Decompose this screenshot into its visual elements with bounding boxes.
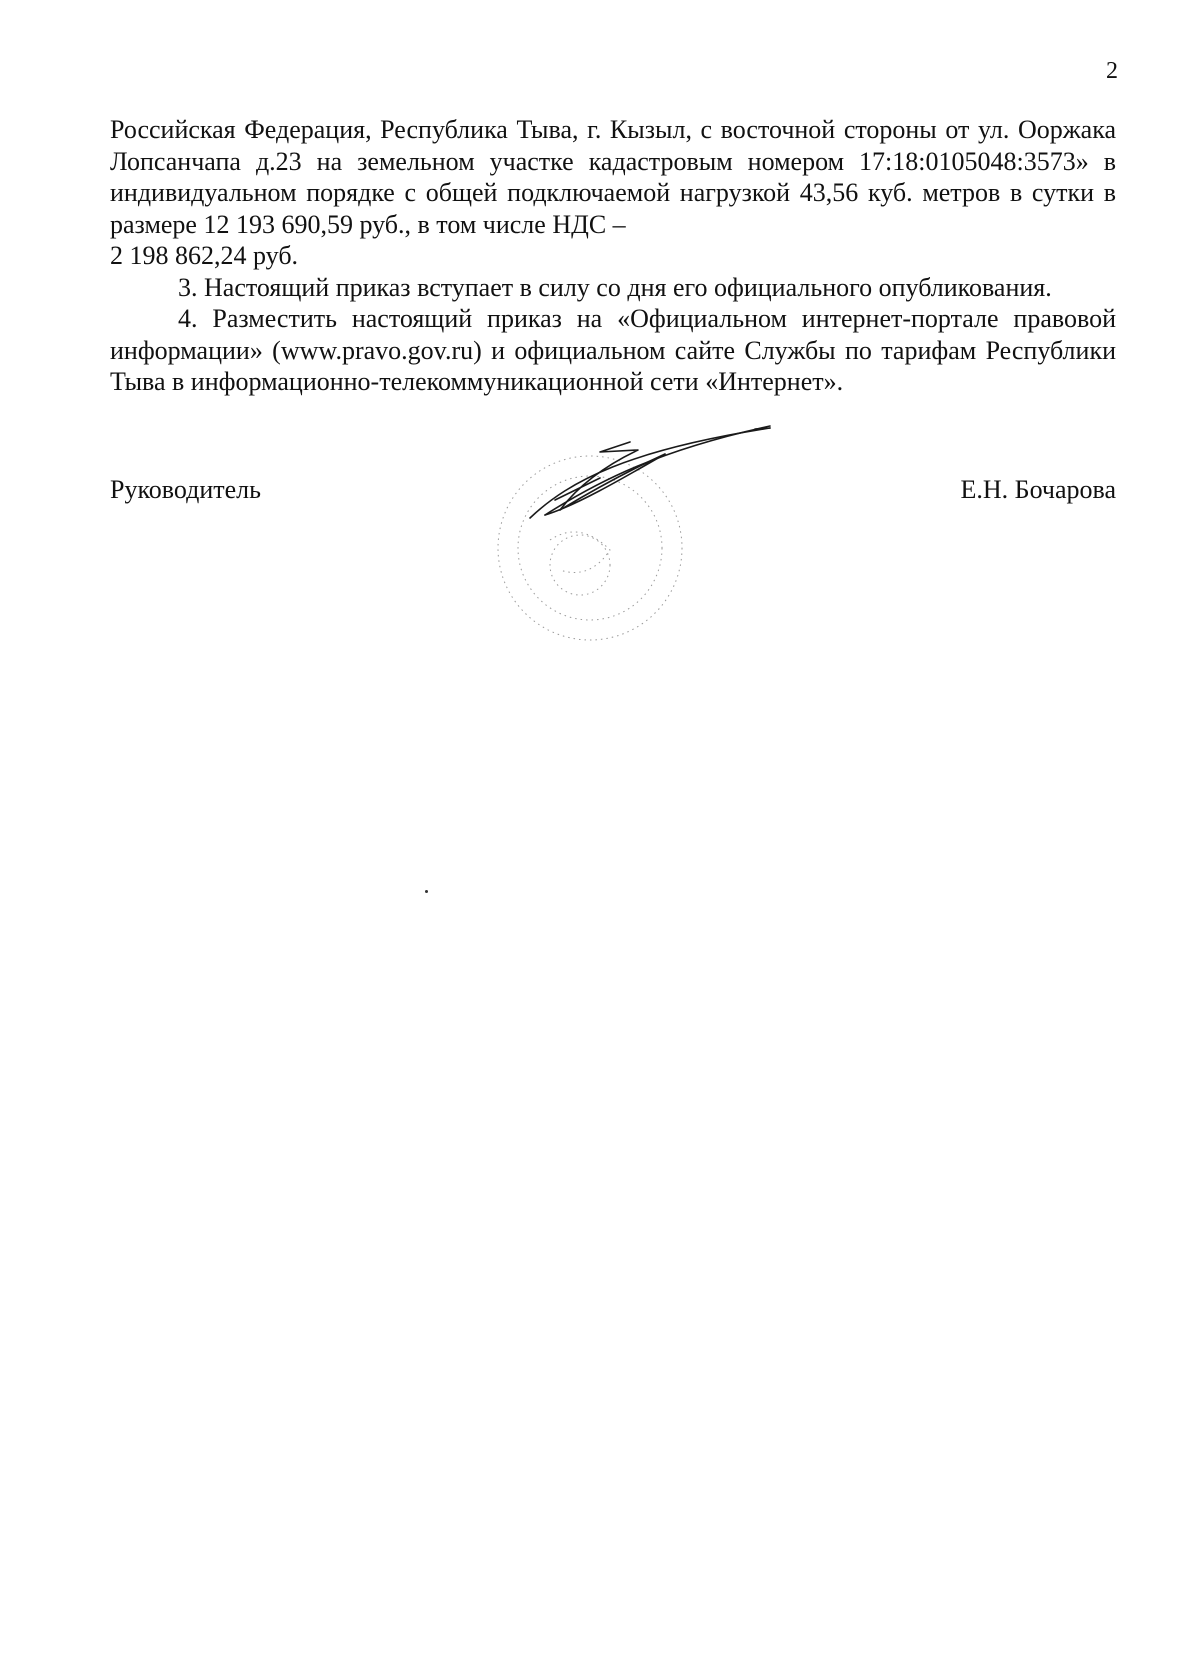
text-line: 2 198 862,24 руб. bbox=[110, 241, 299, 270]
signature-icon bbox=[530, 426, 770, 518]
signature-stamp-graphic bbox=[480, 420, 800, 690]
text-line: 17:18:0105048:3573» в индивидуальном порядке с общей подключаемой нагрузкой bbox=[110, 146, 1116, 207]
signatory-title: Руководитель bbox=[110, 475, 261, 504]
document-body bbox=[110, 114, 1116, 398]
text-line: Российская Федерация, Республика Тыва, г. Кызыл, с восточной стороны от ул. bbox=[110, 115, 1018, 144]
text-line: информации» (www.pravo.gov.ru) и официальном сайте Службы по тарифам bbox=[110, 335, 986, 365]
scan-speck bbox=[425, 890, 428, 893]
text-line: 3. Настоящий приказ вступает в силу со дня его официального опубликования. bbox=[178, 272, 1052, 302]
text-line: 4. Разместить настоящий приказ на «Официальном интернет-портале правовой bbox=[178, 304, 1116, 333]
signatory-name: Е.Н. Бочарова bbox=[960, 475, 1116, 504]
paragraph-address-end bbox=[110, 240, 1116, 272]
text-line: Ооржака Лопсанчапа д.23 на земельном участке кадастровым номером bbox=[110, 115, 1116, 176]
page-number: 2 bbox=[1106, 58, 1118, 84]
text-line: 43,56 куб. метров в сутки в размере 12 193 690,59 руб., в том числе НДС – bbox=[110, 178, 1116, 239]
text-line: Республики Тыва в информационно-телекоммуникационной сети «Интернет». bbox=[110, 335, 1116, 396]
paragraph-item-4 bbox=[110, 303, 1116, 398]
paragraph-address bbox=[110, 114, 1116, 240]
paragraph-item-3 bbox=[110, 272, 1116, 304]
